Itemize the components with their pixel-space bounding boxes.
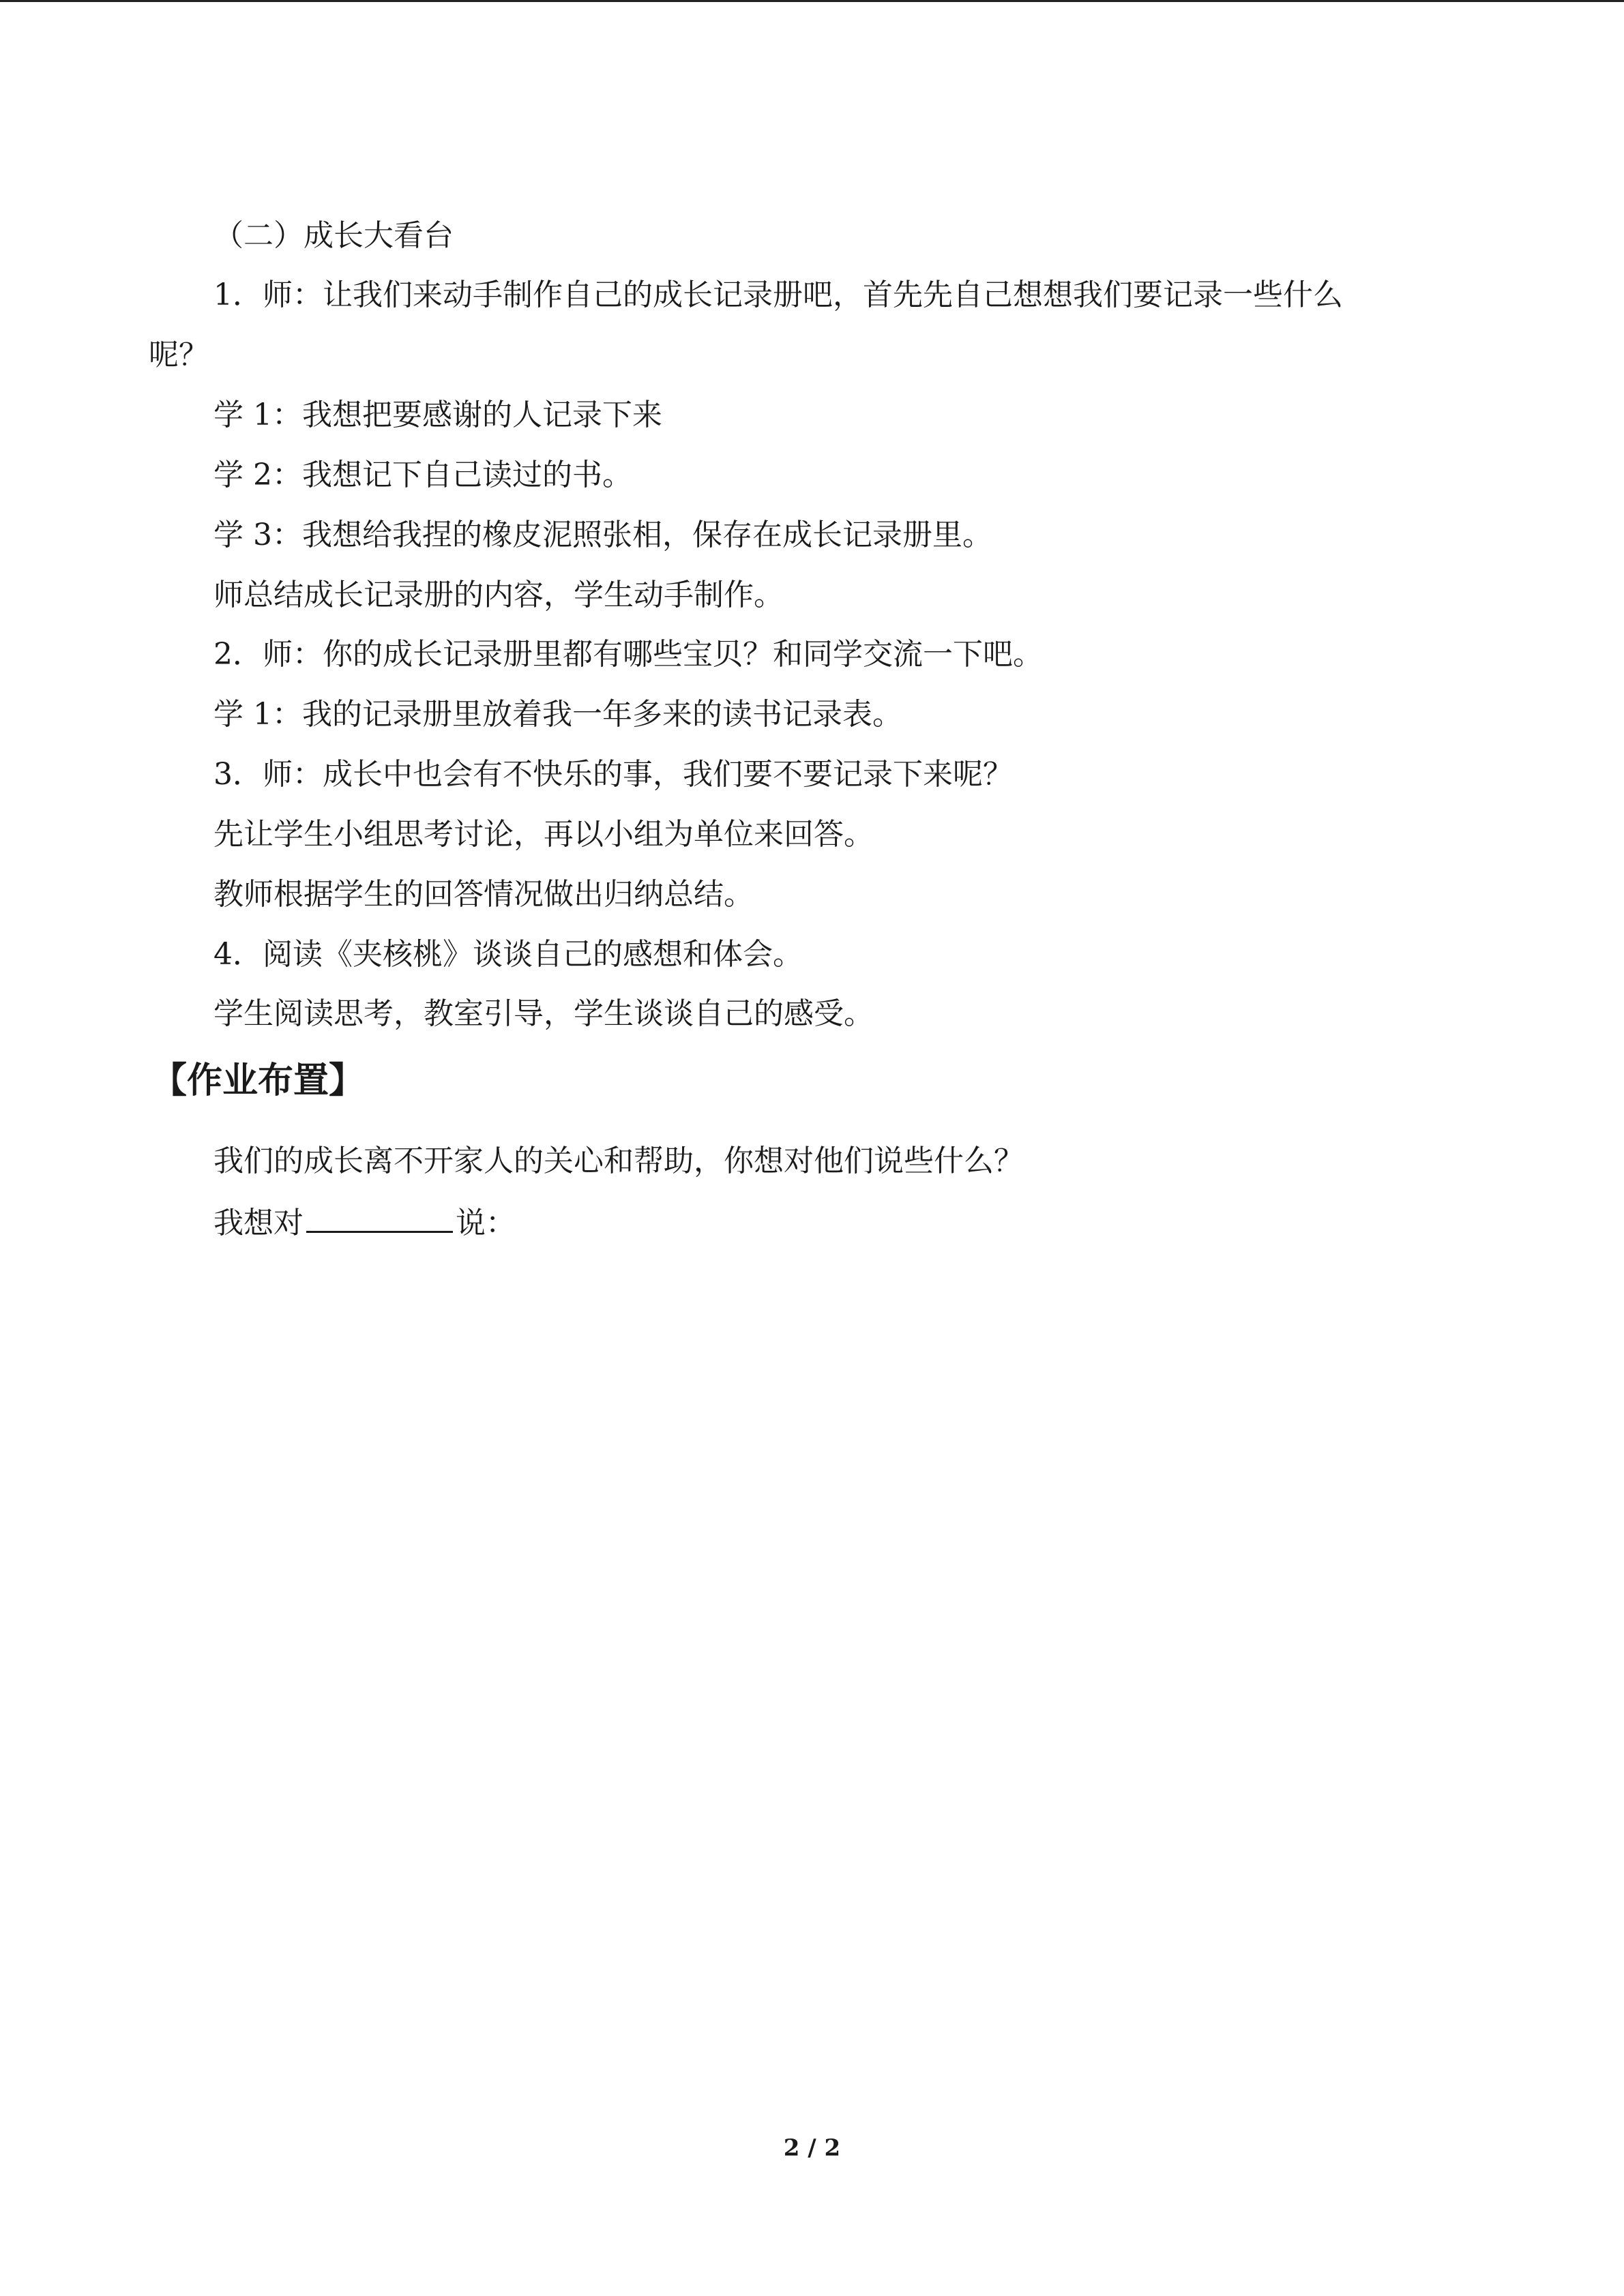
student-1-answer: 学 1：我想把要感谢的人记录下来: [213, 398, 662, 432]
student-3-answer: 学 3：我想给我捏的橡皮泥照张相，保存在成长记录册里。: [213, 518, 992, 552]
page-number: 2 / 2: [783, 2134, 841, 2162]
student-1-record-answer: 学 1：我的记录册里放着我一年多来的读书记录表。: [213, 697, 902, 732]
fill-suffix: 说：: [456, 1206, 516, 1240]
homework-prompt: 我们的成长离不开家人的关心和帮助，你想对他们说些什么？: [213, 1144, 1024, 1178]
fill-prefix: 我想对: [213, 1206, 304, 1240]
section-heading: （二）成长大看台: [213, 218, 454, 253]
fill-in-line: [213, 1201, 516, 1244]
item-3: 3．师：成长中也会有不快乐的事，我们要不要记录下来呢？: [213, 757, 1013, 792]
student-reading: 学生阅读思考，教室引导，学生谈谈自己的感受。: [213, 996, 874, 1031]
fill-in-blank[interactable]: [306, 1201, 453, 1233]
group-discussion: 先让学生小组思考讨论，再以小组为单位来回答。: [213, 817, 874, 852]
item-4: 4．阅读《夹核桃》谈谈自己的感想和体会。: [213, 937, 803, 972]
teacher-conclusion: 教师根据学生的回答情况做出归纳总结。: [213, 877, 754, 912]
student-2-answer: 学 2：我想记下自己读过的书。: [213, 458, 632, 492]
teacher-summary: 师总结成长记录册的内容，学生动手制作。: [213, 578, 784, 612]
homework-heading: 【作业布置】: [151, 1060, 365, 1101]
item-2: 2．师：你的成长记录册里都有哪些宝贝？和同学交流一下吧。: [213, 637, 1043, 672]
item-1-line-1: 1．师：让我们来动手制作自己的成长记录册吧，首先先自己想想我们要记录一些什么: [213, 278, 1343, 312]
item-1-line-2: 呢？: [149, 338, 209, 372]
